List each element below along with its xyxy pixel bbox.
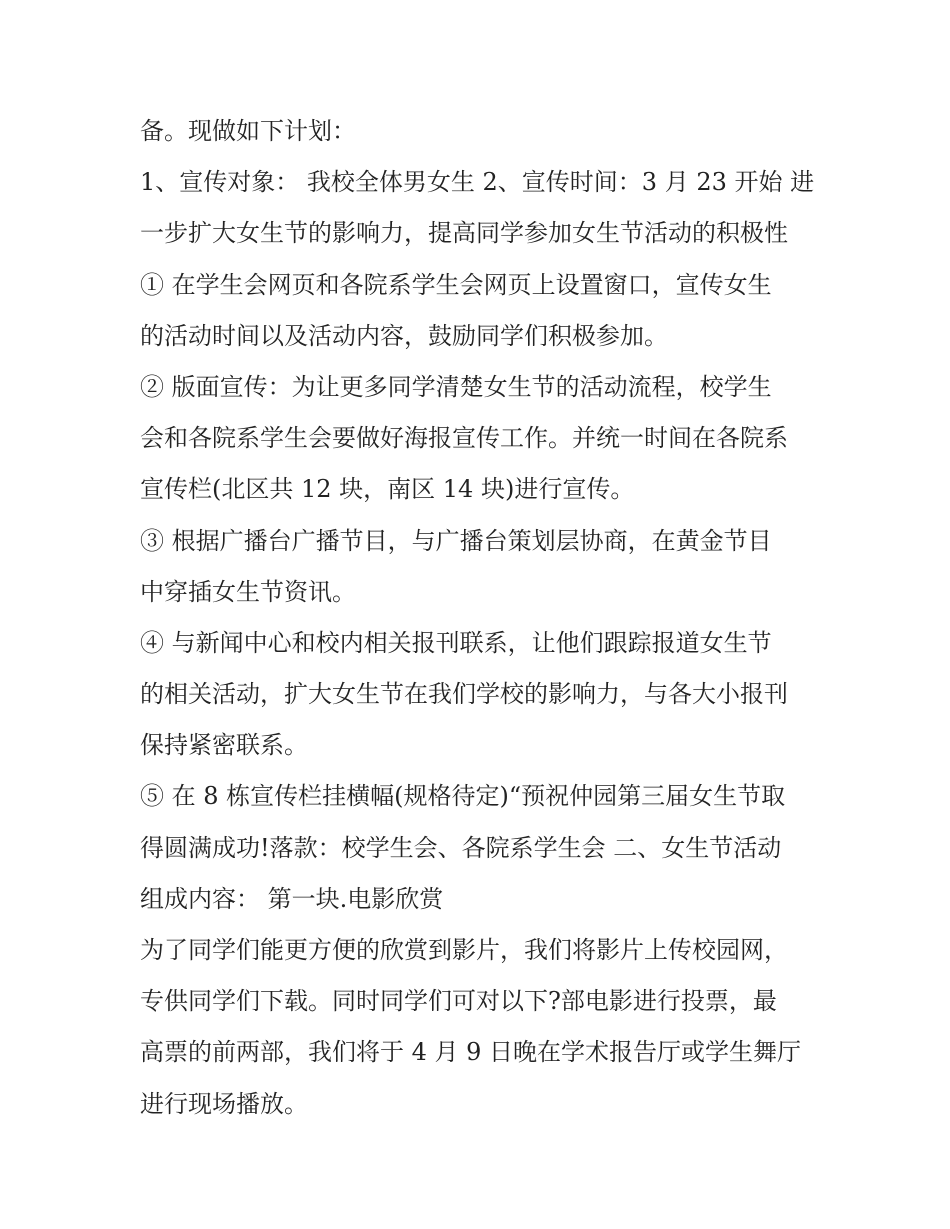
text-line: 专供同学们下载。同时同学们可对以下?部电影进行投票，最 (140, 987, 777, 1016)
text-line: 保持紧密联系。 (140, 731, 308, 760)
text-line: 组成内容： 第一块.电影欣赏 (140, 884, 444, 913)
text-line: 一步扩大女生节的影响力，提高同学参加女生节活动的积极性 (140, 219, 788, 248)
text-line: 的活动时间以及活动内容，鼓励同学们积极参加。 (140, 321, 668, 350)
text-line: 宣传栏(北区共 12 块，南区 14 块)进行宣传。 (140, 475, 635, 504)
text-line: 中穿插女生节资讯。 (140, 577, 356, 606)
text-line: 进行现场播放。 (140, 1089, 308, 1118)
text-line: ⑤ 在 8 栋宣传栏挂横幅(规格待定)“预祝仲园第三届女生节取 (140, 782, 786, 811)
text-line: ② 版面宣传：为让更多同学清楚女生节的活动流程，校学生 (140, 372, 772, 401)
text-line: ④ 与新闻中心和校内相关报刊联系，让他们跟踪报道女生节 (140, 628, 772, 657)
text-line: 备。现做如下计划： (140, 117, 356, 145)
text-line: 的相关活动，扩大女生节在我们学校的影响力，与各大小报刊 (140, 680, 788, 709)
text-line: ③ 根据广播台广播节目，与广播台策划层协商，在黄金节目 (140, 526, 772, 555)
text-line: ① 在学生会网页和各院系学生会网页上设置窗口，宣传女生 (140, 270, 772, 299)
text-line: 得圆满成功!落款：校学生会、各院系学生会 二、女生节活动 (140, 833, 782, 862)
text-line: 为了同学们能更方便的欣赏到影片，我们将影片上传校园网， (140, 936, 788, 964)
text-line: 1、宣传对象： 我校全体男女生 2、宣传时间：3 月 23 开始 进 (140, 168, 815, 197)
text-line: 会和各院系学生会要做好海报宣传工作。并统一时间在各院系 (140, 424, 788, 453)
document-body (140, 106, 830, 1130)
text-line: 高票的前两部，我们将于 4 月 9 日晚在学术报告厅或学生舞厅 (140, 1038, 802, 1067)
